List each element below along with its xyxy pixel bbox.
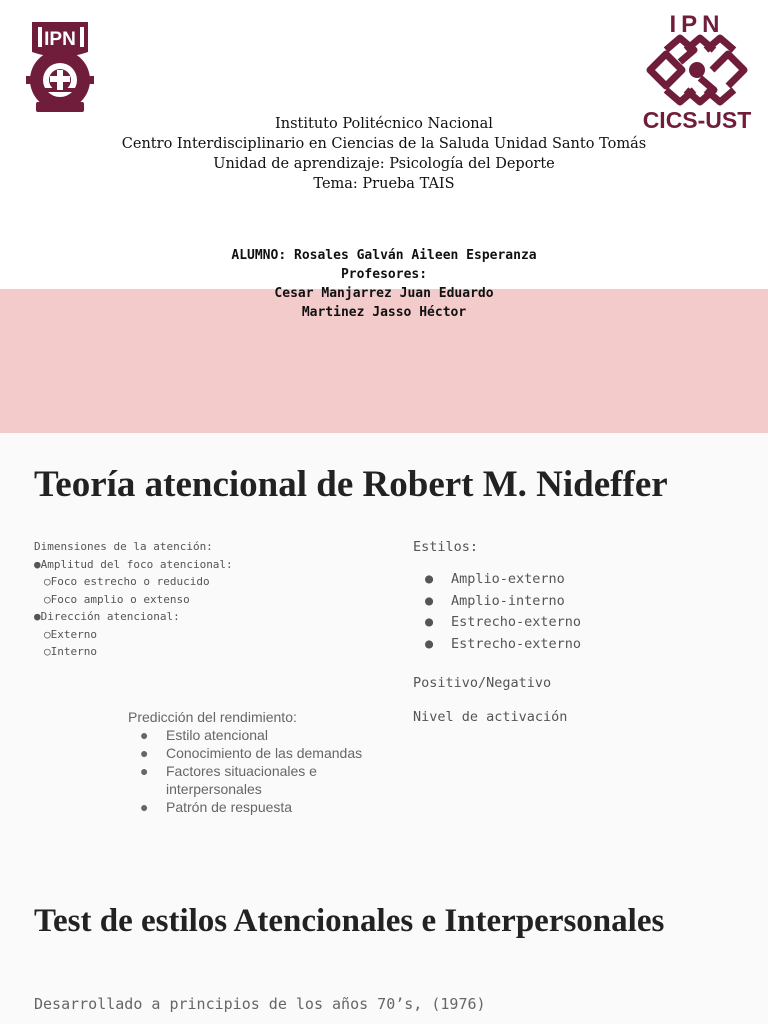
hollow-bullet-icon: ○ — [44, 645, 51, 658]
cover-slide — [0, 0, 768, 433]
bullet-icon: ● — [140, 727, 149, 743]
list-item: ○Externo — [44, 627, 97, 641]
styles-heading: Estilos: — [413, 539, 479, 555]
bullet-icon: ● — [140, 745, 149, 761]
prediction-heading: Predicción del rendimiento: — [128, 709, 297, 725]
author-block — [0, 246, 768, 322]
performance-prediction — [128, 708, 362, 816]
styles-list — [413, 569, 581, 655]
learning-unit: Unidad de aprendizaje: Psicología del Deporte — [213, 156, 555, 172]
ipn-seal-icon — [24, 18, 96, 116]
hollow-bullet-icon: ○ — [44, 592, 51, 606]
list-item: ○Interno — [44, 645, 97, 658]
professor-name: Martinez Jasso Héctor — [301, 305, 467, 320]
bullet-icon: ● — [34, 610, 41, 623]
list-item: ● Factores situacionales e interpersonales — [128, 762, 362, 798]
list-item: ● Estrecho-externo — [413, 634, 581, 656]
list-item: ○Foco estrecho o reducido — [44, 575, 210, 588]
svg-text:IPN: IPN — [669, 11, 725, 38]
tais-test-slide — [0, 867, 768, 1024]
hollow-bullet-icon: ○ — [44, 627, 51, 641]
slide-title: Test de estilos Atencionales e Interpersonales — [34, 903, 665, 939]
svg-text:IPN: IPN — [44, 29, 76, 50]
attention-dimensions — [34, 538, 233, 661]
institution-name: Instituto Politécnico Nacional — [275, 116, 493, 132]
list-item: ● Patrón de respuesta — [128, 798, 362, 816]
student-line: ALUMNO: Rosales Galván Aileen Esperanza — [231, 248, 537, 263]
list-item: ●Dirección atencional: — [34, 610, 180, 623]
list-item: ● Amplio-interno — [413, 591, 581, 613]
prediction-list — [128, 726, 362, 816]
bullet-icon: ● — [425, 592, 434, 609]
positive-negative: Positivo/Negativo — [413, 675, 552, 691]
nideffer-theory-slide — [0, 433, 768, 867]
professors-label: Profesores: — [340, 267, 428, 282]
list-item: ● Amplio-externo — [413, 569, 581, 591]
list-item: ● Estilo atencional — [128, 726, 362, 744]
activation-level: Nivel de activación — [413, 709, 568, 725]
svg-text:CICS-UST: CICS-UST — [642, 107, 752, 132]
list-item: ● Estrecho-externo — [413, 612, 581, 634]
slide-body-text: Desarrollado a principios de los años 70’s, (1976) — [34, 995, 486, 1013]
list-item: ●Amplitud del foco atencional: — [34, 557, 233, 571]
bullet-icon: ● — [140, 799, 149, 815]
list-item: ○Foco amplio o extenso — [44, 592, 190, 606]
slide-title: Teoría atencional de Robert M. Nideffer — [34, 464, 668, 505]
professor-name: Cesar Manjarrez Juan Eduardo — [274, 286, 494, 301]
hollow-bullet-icon: ○ — [44, 575, 51, 588]
bullet-icon: ● — [425, 635, 434, 652]
bullet-icon: ● — [425, 614, 434, 630]
bullet-icon: ● — [425, 571, 434, 587]
center-name: Centro Interdisciplinario en Ciencias de la Saluda Unidad Santo Tomás — [121, 136, 647, 152]
bullet-icon: ● — [140, 763, 149, 779]
institution-header — [0, 114, 768, 194]
topic: Tema: Prueba TAIS — [313, 176, 455, 192]
attentional-styles — [413, 539, 581, 655]
list-item: ● Conocimiento de las demandas — [128, 744, 362, 762]
bullet-icon: ● — [34, 557, 41, 571]
dimensions-heading: Dimensiones de la atención: — [34, 540, 213, 553]
